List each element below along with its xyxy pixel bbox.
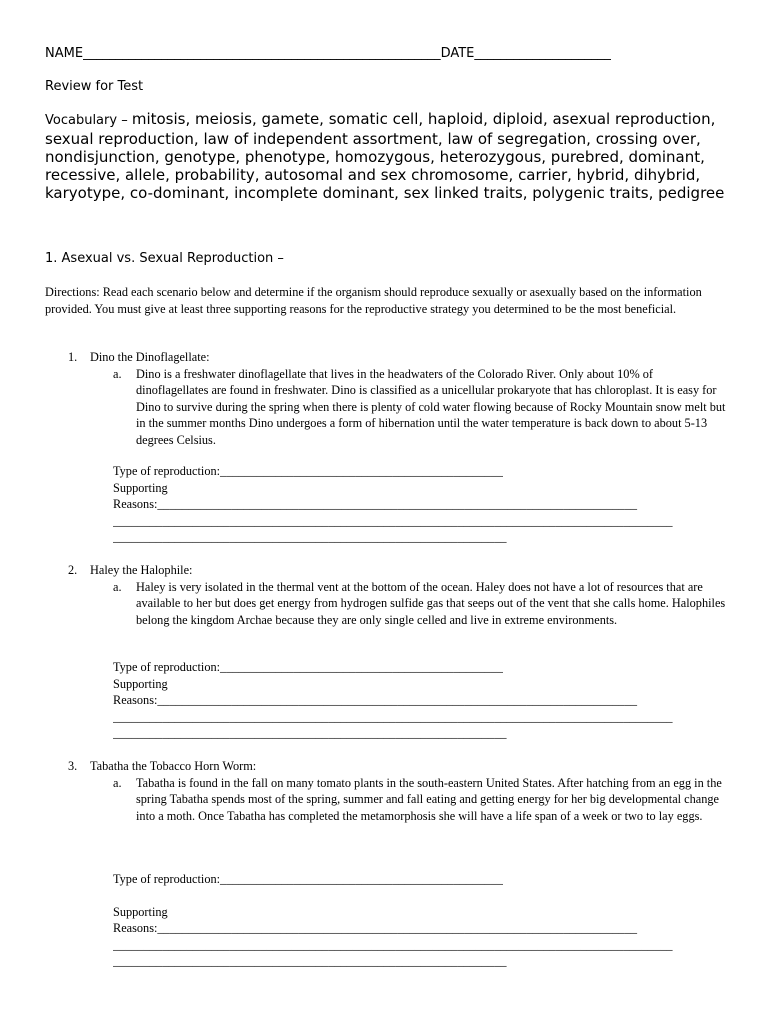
item-2-answer-area[interactable] [113,659,725,742]
name-blank: _______________________________________________________ [83,46,441,61]
reasons-line[interactable]: ___________________________________________________________________________________________ [113,937,673,952]
supporting-label: Supporting [113,480,168,495]
type-blank[interactable]: ______________________________________________ [220,872,503,886]
item-1-title: Dino the Dinoflagellate: [90,350,210,364]
item-3-answer-area[interactable] [113,871,725,970]
vocabulary-block [45,110,735,202]
directions: Directions: Read each scenario below and determine if the organism should reproduce sexually or asexually based on the information provided. You must give at least three supporting reasons for the reproductive strategy you determined to be the most beneficial. [45,285,702,316]
scenario-item-3 [68,758,728,824]
item-2-number: 2. [68,563,78,577]
reasons-short-line[interactable]: ________________________________________________________________ [113,954,507,968]
type-blank[interactable]: ______________________________________________ [220,660,503,674]
reasons-blank[interactable]: ______________________________________________________________________________ [157,497,637,511]
item-3-scenario [113,775,726,825]
item-1-title-row [68,349,728,366]
item-1-reasons-row[interactable] [113,496,725,513]
type-blank[interactable]: ______________________________________________ [220,464,503,478]
reasons-blank[interactable]: ______________________________________________________________________________ [157,693,637,707]
item-2-scenario [113,579,726,629]
name-label: NAME [45,46,84,61]
reasons-line[interactable]: ___________________________________________________________________________________________ [113,709,673,724]
item-1-scenario-text: Dino is a freshwater dinoflagellate that lives in the headwaters of the Colorado River. Only about 10% of dinoflagellates are found in freshwater. Dino is classified as a unicellular prokaryote that has chloroplast. It is easy for Dino to survive during the spring when there is plenty of cold water flowing because of Rocky Mountain snow melt but in the summer months Dino undergoes a form of hibernation until the water temperature is back down to about 5-13 degrees Celsius. [136,366,726,447]
reasons-label: Reasons: [113,497,158,511]
item-1-letter: a. [113,366,122,381]
item-1-type-row[interactable] [113,463,725,480]
reasons-label: Reasons: [113,693,158,707]
item-3-number: 3. [68,759,78,773]
date-label: DATE [440,46,475,61]
spacer [113,888,725,904]
reasons-short-line[interactable]: ________________________________________________________________ [113,530,507,544]
supporting-label: Supporting [113,904,168,919]
type-label: Type of reproduction: [113,660,221,674]
name-date-header [45,46,611,61]
item-2-type-row[interactable] [113,659,725,676]
item-3-title: Tabatha the Tobacco Horn Worm: [90,759,257,773]
vocabulary-label: Vocabulary – [45,113,132,128]
item-2-title: Haley the Halophile: [90,563,193,577]
item-1-scenario [113,366,726,449]
item-2-reasons-row[interactable] [113,692,725,709]
scenario-item-2 [68,562,728,628]
scenario-item-1 [68,349,728,448]
reasons-label: Reasons: [113,921,158,935]
reasons-blank[interactable]: ______________________________________________________________________________ [157,921,637,935]
item-2-title-row [68,562,728,579]
item-3-title-row [68,758,728,775]
vocabulary-terms: mitosis, meiosis, gamete, somatic cell, haploid, diploid, asexual reproduction, sexual reproduction, law of independent assortment, law of segregation, crossing over, nondisjunction, genotype, phenotype, homozygous, heterozygous, purebred, dominant, recessive, allele, probability, autosomal and sex chromosome, carrier, hybrid, dihybrid, karyotype, co-dominant, incomplete dominant, sex linked traits, polygenic traits, pedigree [45,110,725,202]
item-2-scenario-text: Haley is very isolated in the thermal vent at the bottom of the ocean. Haley does not have a lot of resources that are available to her but does get energy from hydrogen sulfide gas that seeps out of the vent that she calls home. Halophiles belong the kingdom Archae because they are only single celled and live in extreme environments. [136,579,726,627]
item-1-answer-area[interactable] [113,463,725,546]
section-1-title: 1. Asexual vs. Sexual Reproduction – [45,251,284,266]
item-1-number: 1. [68,350,78,364]
item-3-reasons-row[interactable] [113,920,725,937]
type-label: Type of reproduction: [113,872,221,886]
item-2-letter: a. [113,579,122,594]
item-3-type-row[interactable] [113,871,725,888]
type-label: Type of reproduction: [113,464,221,478]
item-3-letter: a. [113,775,122,790]
reasons-short-line[interactable]: ________________________________________________________________ [113,726,507,740]
supporting-label: Supporting [113,676,168,691]
item-3-scenario-text: Tabatha is found in the fall on many tomato plants in the south-eastern United States. After hatching from an egg in the spring Tabatha spends most of the spring, summer and fall eating and getting energy for her big developmental change into a moth. Once Tabatha has completed the metamorphosis she will have a life span of a week or two to lay eggs. [136,775,722,823]
reasons-line[interactable]: ___________________________________________________________________________________________ [113,513,673,528]
date-blank: _____________________ [474,46,611,61]
review-title: Review for Test [45,79,144,94]
